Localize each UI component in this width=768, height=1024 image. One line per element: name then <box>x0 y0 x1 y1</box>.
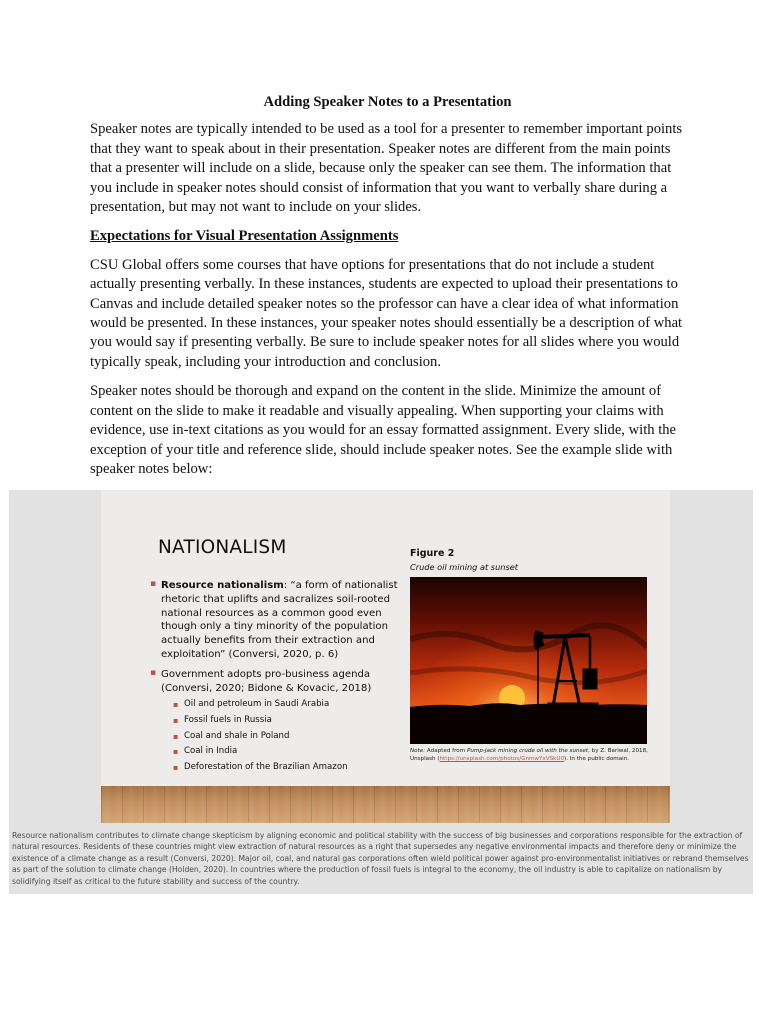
bullet-definition: : “a form of nationalist rhetoric that uplifts and sacralizes soil-rooted national resources as a common good even though only a tiny minority of the population actually benefits from their extraction and exploitation” (Conversi, 2020, p. 6) <box>161 580 398 660</box>
sunset-oil-pump-photo <box>410 577 647 744</box>
slide-bullets <box>149 579 401 782</box>
document-title: Adding Speaker Notes to a Presentation <box>263 94 512 110</box>
document-body <box>90 93 685 489</box>
paragraph-expectations: CSU Global offers some courses that have options for presentations that do not include a student actually presenting verbally. In these instances, students are expected to upload their presentations to Canvas and include detailed speaker notes so the professor can have a clear idea of what information would be presented. In these instances, your speaker notes should essentially be a description of what you would say if presenting verbally. Be sure to include speaker notes for all slides where you would typically speak, including your introduction and conclusion. <box>90 256 683 370</box>
bullet-text: Government adopts pro-business agenda (Conversi, 2020; Bidone & Kovacic, 2018) <box>161 668 372 694</box>
note-text: , by Z. Bariwal, 2018, Unsplash ( <box>410 748 648 763</box>
section-heading: Expectations for Visual Presentation Assignments <box>90 228 399 245</box>
sub-bullet: ▪ Fossil fuels in Russia <box>161 713 401 729</box>
example-slide-figure <box>9 490 753 894</box>
figure-label: Figure 2 <box>410 548 455 559</box>
sub-bullet: ▪ Deforestation of the Brazilian Amazon <box>161 760 401 776</box>
wood-floor-decoration <box>101 786 670 823</box>
speaker-notes: Resource nationalism contributes to climate change skepticism by aligning economic and political stability with the success of big businesses and corporations responsible for the extraction of natural resources. Residents of these countries might view extraction of natural resources as a right that supersedes any negative environmental impacts and therefore deny or minimize the existence of a climate change as a result (Conversi, 2020). Major oil, coal, and natural gas corporations often wield political power against pro-environmentalist initiatives or rebrand themselves as part of the solution to climate change (Holden, 2020). In countries where the production of fossil fuels is integral to the economy, the oil industry is able to capitalize on nationalism by solidifying itself as critical to the future stability and success of the country. <box>12 831 749 886</box>
note-text: Adapted from <box>426 748 467 754</box>
note-label: Note: <box>410 748 426 754</box>
note-text: ). In the public domain. <box>564 756 630 763</box>
sub-bullet: ▪ Coal and shale in Poland <box>161 729 401 745</box>
sub-bullet: ▪ Oil and petroleum in Saudi Arabia <box>161 697 401 713</box>
slide-title: NATIONALISM <box>158 537 287 558</box>
bullet-term: Resource nationalism <box>161 580 284 591</box>
paragraph-intro: Speaker notes are typically intended to be used as a tool for a presenter to remember important points that they want to speak about in their presentation. Speaker notes are different from the main points that a presenter will include on a slide, because only the speaker can see them. The information that you include in speaker notes should consist of information that you want to verbally share during a presentation, but may not want to include on your slides. <box>90 121 683 216</box>
bullet-resource-nationalism <box>149 579 401 662</box>
example-slide <box>101 490 670 823</box>
sub-bullet-list <box>161 697 401 776</box>
figure-caption: Crude oil mining at sunset <box>410 562 518 572</box>
note-source-title: Pump-jack mining crude oil with the sunset <box>466 748 589 754</box>
figure-note <box>410 747 660 763</box>
sub-bullet: ▪ Coal in India <box>161 744 401 760</box>
bullet-government-agenda <box>149 668 401 776</box>
paragraph-guidelines: Speaker notes should be thorough and expand on the content in the slide. Minimize the amount of content on the slide to make it readable and visually appealing. When supporting your claims with evidence, use in-text citations as you would for an essay formatted assignment. Every slide, with the exception of your title and reference slide, should include speaker notes. See the example slide with speaker notes below: <box>90 383 677 477</box>
note-source-link[interactable]: https://unsplash.com/photos/GnmwYxVSkU0 <box>439 756 565 763</box>
